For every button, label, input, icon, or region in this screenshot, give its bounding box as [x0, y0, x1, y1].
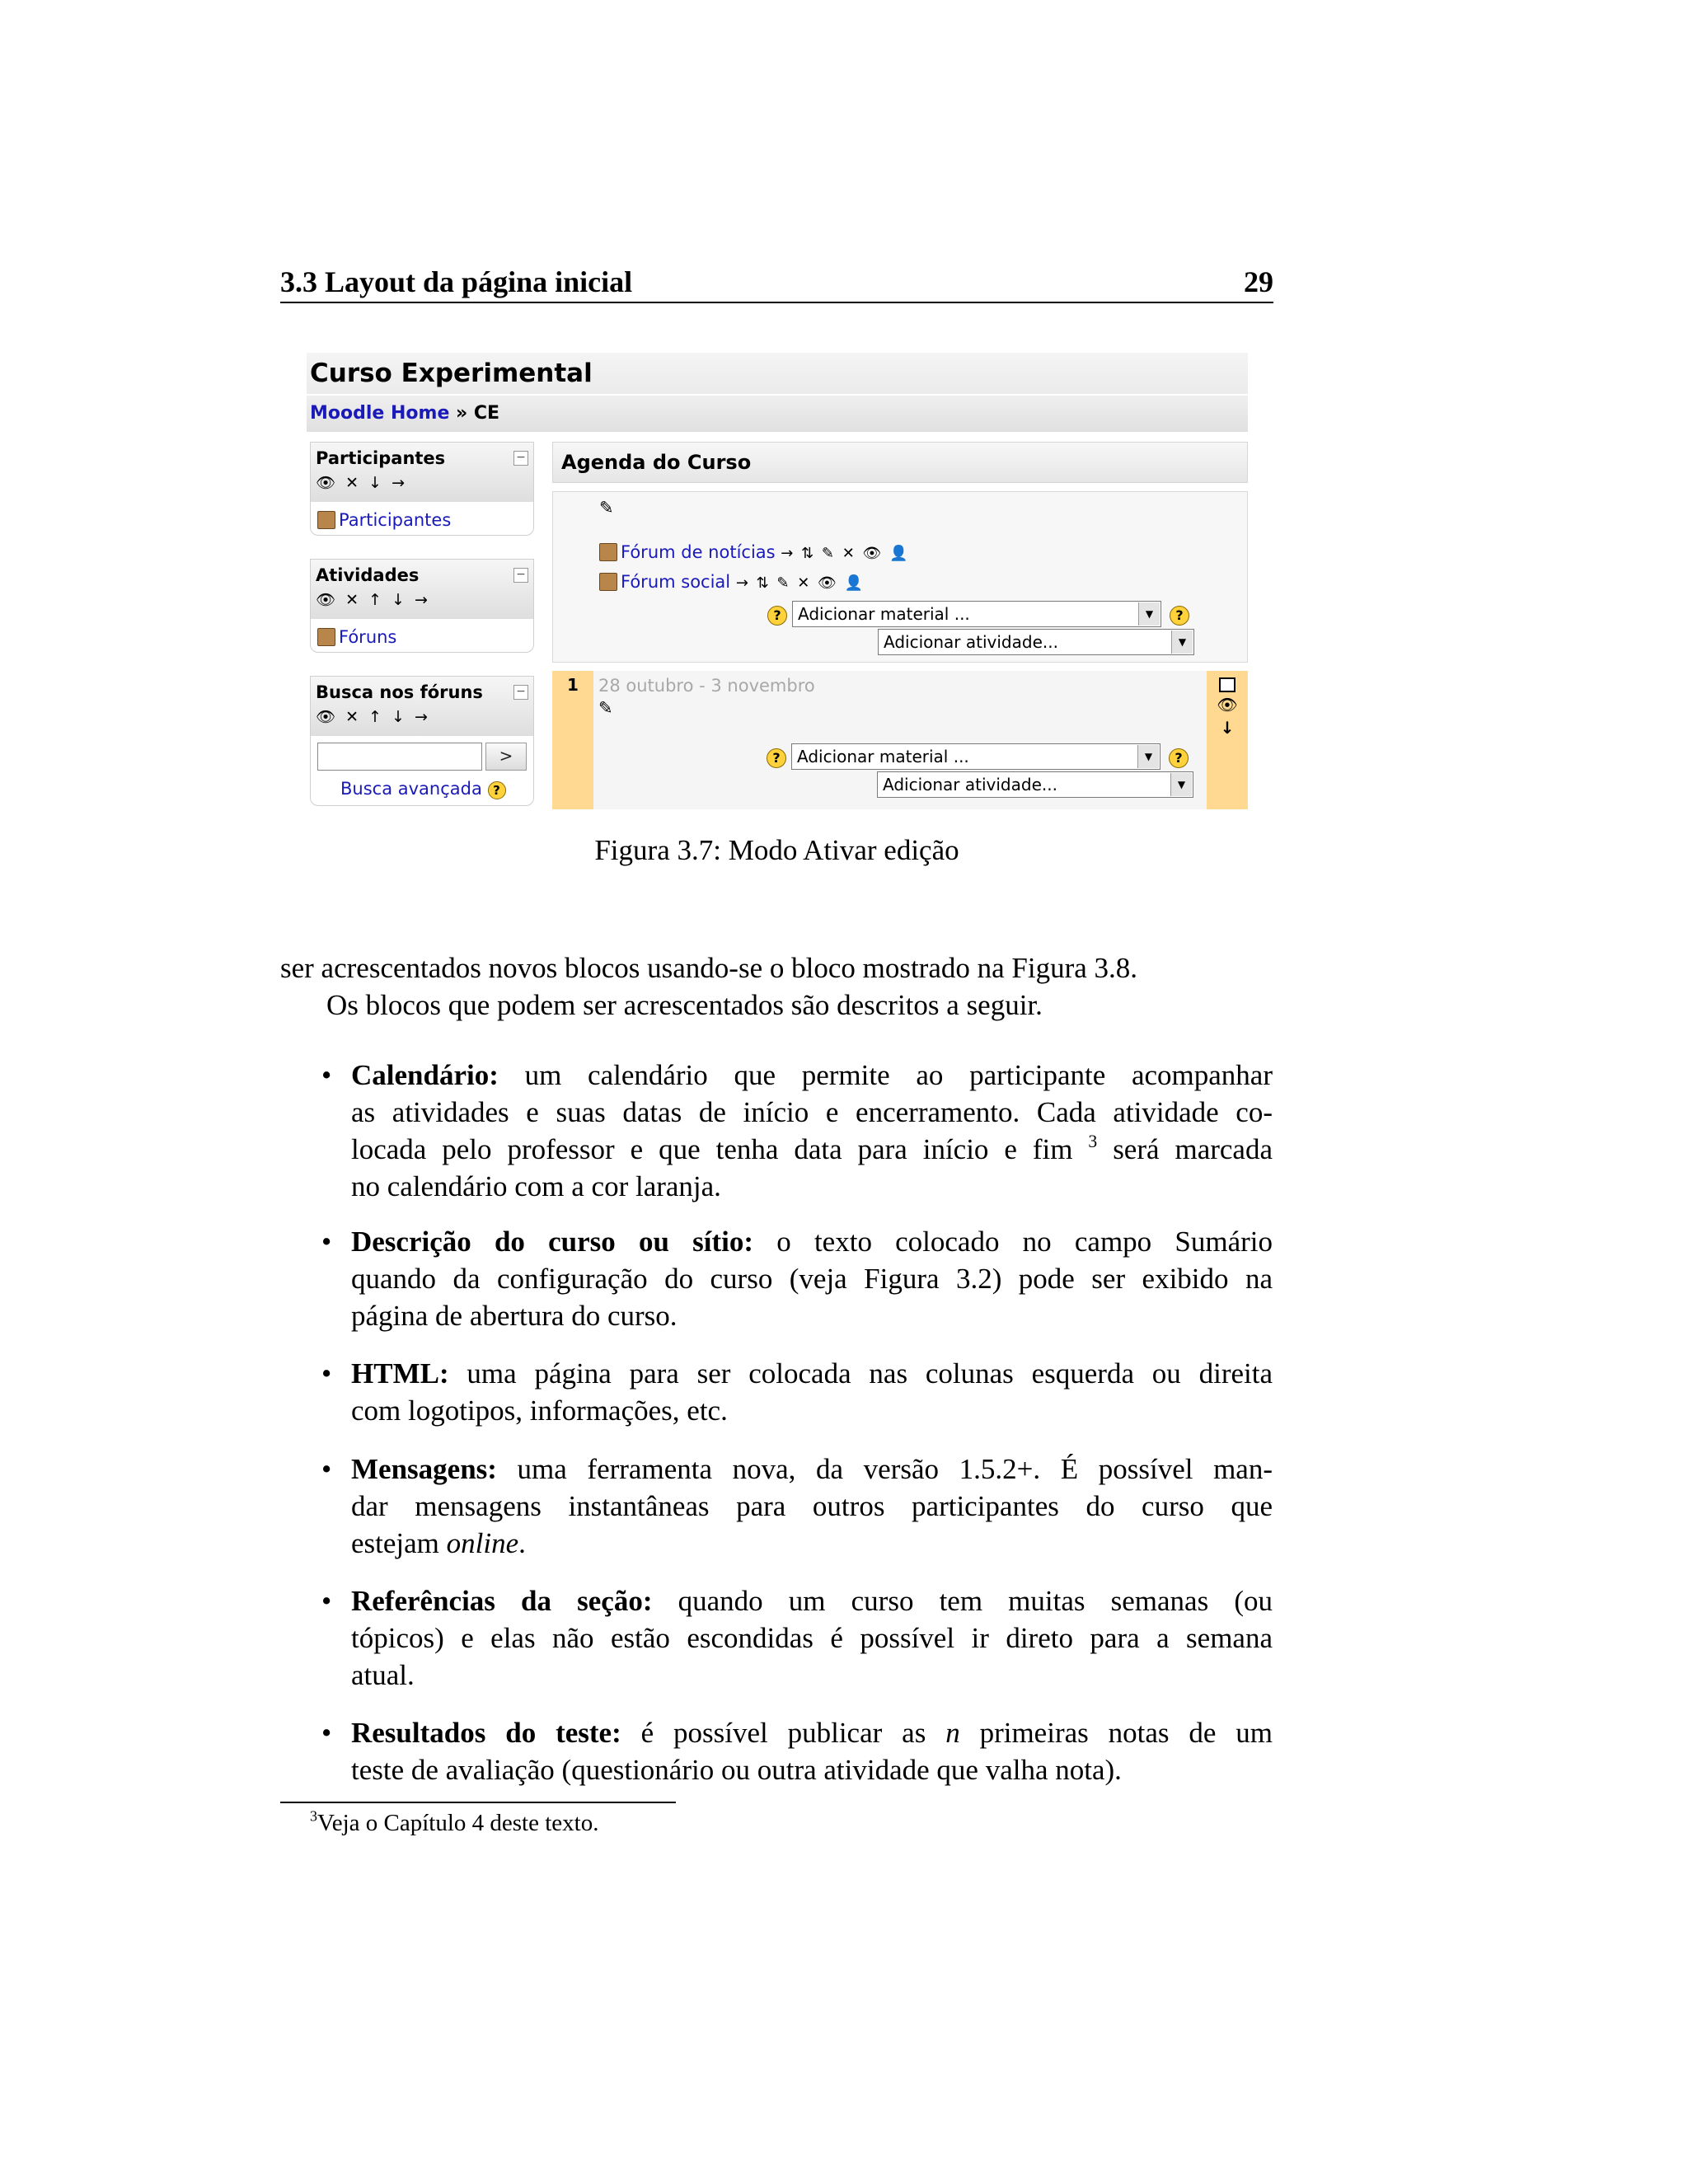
block-header	[311, 443, 533, 502]
item-term: Mensagens:	[351, 1453, 497, 1485]
item-text: quando um curso tem muitas semanas (ou	[652, 1585, 1273, 1617]
item-text: estejam	[351, 1527, 447, 1559]
block-title: Participantes	[316, 448, 446, 468]
agenda-header: Agenda do Curso	[552, 442, 1248, 483]
item-line: quando da configuração do curso (veja Figura 3.2) pode ser exibido na	[351, 1263, 1273, 1295]
item-line	[351, 1131, 1273, 1168]
highlight-icon[interactable]	[1219, 677, 1236, 692]
figure-caption: Figura 3.7: Modo Ativar edição	[594, 834, 959, 866]
footnote-number: 3	[310, 1807, 317, 1825]
page-number: 29	[1244, 265, 1273, 298]
block-participantes	[310, 442, 534, 536]
participantes-link[interactable]: Participantes	[339, 510, 452, 530]
foruns-link[interactable]: Fóruns	[339, 627, 397, 647]
block-body	[311, 619, 533, 655]
forum-line	[599, 569, 865, 596]
item-text: o texto colocado no campo Sumário	[753, 1226, 1273, 1258]
body-line: ser acrescentados novos blocos usando-se o bloco mostrado na Figura 3.8.	[280, 952, 1138, 984]
item-italic: n	[945, 1717, 960, 1749]
bullet: •	[321, 1585, 332, 1617]
breadcrumb-separator: »	[449, 403, 474, 424]
section-controls	[1207, 671, 1248, 809]
item-term: Descrição do curso ou sítio:	[351, 1226, 754, 1258]
item-text: .	[518, 1527, 526, 1559]
bullet: •	[321, 1059, 332, 1091]
running-header	[280, 262, 1273, 303]
add-material-value: Adicionar material ...	[798, 604, 970, 624]
collapse-icon[interactable]: −	[513, 451, 528, 466]
item-line: no calendário com a cor laranja.	[351, 1170, 721, 1202]
chevron-down-icon: ▼	[1170, 773, 1192, 796]
item-text: primeiras notas de um	[959, 1717, 1273, 1749]
section-week-1	[552, 671, 1248, 809]
item-line: tópicos) e elas não estão escondidas é possível ir direto para a semana	[351, 1622, 1273, 1654]
bullet: •	[321, 1453, 332, 1485]
block-header	[311, 677, 533, 736]
block-title: Atividades	[316, 565, 420, 585]
item-line: com logotipos, informações, etc.	[351, 1394, 728, 1427]
item-text: uma ferramenta nova, da versão 1.5.2+. É possível man-	[496, 1453, 1273, 1485]
edit-summary-icon[interactable]: ✎	[599, 498, 614, 518]
chevron-down-icon: ▼	[1137, 745, 1159, 768]
item-term: Calendário:	[351, 1059, 499, 1091]
item-term: Referências da seção:	[351, 1585, 653, 1617]
item-line	[351, 1057, 1273, 1094]
search-button[interactable]: >	[485, 743, 527, 771]
block-edit-icons[interactable]: 👁 ✕ ↑ ↓ →	[316, 708, 430, 726]
item-line	[351, 1714, 1273, 1751]
bullet: •	[321, 1226, 332, 1258]
breadcrumb-current: CE	[473, 403, 500, 424]
edit-summary-icon[interactable]: ✎	[598, 698, 613, 718]
help-icon[interactable]: ?	[767, 606, 787, 626]
forum-noticias-link[interactable]: Fórum de notícias	[621, 542, 776, 562]
footnote	[310, 1807, 598, 1840]
item-line: dar mensagens instantâneas para outros participantes do curso que	[351, 1490, 1273, 1522]
add-activity-select[interactable]	[877, 771, 1193, 798]
search-area	[311, 736, 533, 805]
item-text: um calendário que permite ao participante acompanhar	[498, 1059, 1273, 1091]
breadcrumb	[307, 396, 1248, 432]
add-material-select[interactable]	[791, 743, 1160, 770]
item-line	[351, 1582, 1273, 1619]
item-line: teste de avaliação (questionário ou outra atividade que valha nota).	[351, 1754, 1122, 1786]
section-title: 3.3 Layout da página inicial	[280, 265, 633, 298]
add-material-value: Adicionar material ...	[797, 747, 969, 766]
moodle-screenshot	[307, 353, 1248, 811]
section-0	[552, 491, 1248, 663]
eye-icon[interactable]: 👁	[1217, 695, 1238, 715]
forum-icon	[599, 543, 617, 561]
forum-edit-icons[interactable]: → ⇅ ✎ ✕ 👁 👤	[781, 545, 910, 562]
week-dates: 28 outubro - 3 novembro	[598, 676, 815, 696]
course-title: Curso Experimental	[307, 353, 1248, 394]
block-edit-icons[interactable]: 👁 ✕ ↓ →	[316, 474, 407, 492]
footnote-rule	[280, 1802, 676, 1803]
help-icon[interactable]: ?	[767, 748, 786, 768]
help-icon[interactable]: ?	[1170, 606, 1189, 626]
item-line: atual.	[351, 1659, 415, 1691]
item-line	[351, 1223, 1273, 1260]
forum-social-link[interactable]: Fórum social	[621, 572, 731, 592]
add-activity-select[interactable]	[878, 629, 1194, 655]
breadcrumb-home-link[interactable]: Moodle Home	[310, 403, 450, 424]
add-activity-value: Adicionar atividade...	[884, 632, 1058, 652]
collapse-icon[interactable]: −	[513, 685, 528, 700]
people-icon	[317, 511, 335, 529]
block-header	[311, 560, 533, 619]
arrow-down-icon[interactable]: ↓	[1220, 718, 1235, 738]
forum-line	[599, 540, 910, 566]
forum-icon	[599, 573, 617, 591]
item-text: é possível publicar as	[621, 1717, 946, 1749]
add-material-select[interactable]	[792, 601, 1161, 627]
block-title: Busca nos fóruns	[316, 682, 483, 702]
chevron-down-icon: ▼	[1138, 602, 1160, 626]
help-icon[interactable]: ?	[488, 781, 506, 799]
block-atividades	[310, 559, 534, 653]
chevron-down-icon: ▼	[1171, 630, 1193, 654]
forum-edit-icons[interactable]: → ⇅ ✎ ✕ 👁 👤	[735, 574, 865, 592]
item-text: será marcada	[1097, 1133, 1273, 1165]
item-text: locada pelo professor e que tenha data para início e fim	[351, 1133, 1089, 1165]
footnote-mark[interactable]: 3	[1088, 1131, 1098, 1151]
week-number: 1	[552, 671, 593, 809]
item-line	[351, 1355, 1273, 1392]
help-icon[interactable]: ?	[1169, 748, 1189, 768]
footnote-text: Veja o Capítulo 4 deste texto.	[316, 1810, 599, 1836]
advanced-search-link[interactable]	[340, 779, 506, 799]
item-term: HTML:	[351, 1357, 449, 1390]
block-edit-icons[interactable]: 👁 ✕ ↑ ↓ →	[316, 591, 430, 609]
body-line: Os blocos que podem ser acrescentados são descritos a seguir.	[326, 989, 1043, 1021]
forum-icon	[317, 628, 335, 646]
block-busca-foruns	[310, 676, 534, 806]
item-text: uma página para ser colocada nas colunas esquerda ou direita	[448, 1357, 1273, 1390]
advanced-search-label: Busca avançada	[340, 779, 482, 799]
item-line	[351, 1451, 1273, 1488]
item-italic: online	[446, 1527, 519, 1559]
collapse-icon[interactable]: −	[513, 568, 528, 583]
item-line	[351, 1525, 526, 1562]
add-activity-value: Adicionar atividade...	[883, 775, 1057, 794]
bullet: •	[321, 1357, 332, 1390]
bullet: •	[321, 1717, 332, 1749]
forum-search-input[interactable]	[317, 743, 482, 771]
item-line: as atividades e suas datas de início e encerramento. Cada atividade co-	[351, 1096, 1273, 1128]
item-line: página de abertura do curso.	[351, 1300, 678, 1332]
item-term: Resultados do teste:	[351, 1717, 621, 1749]
block-body	[311, 502, 533, 538]
